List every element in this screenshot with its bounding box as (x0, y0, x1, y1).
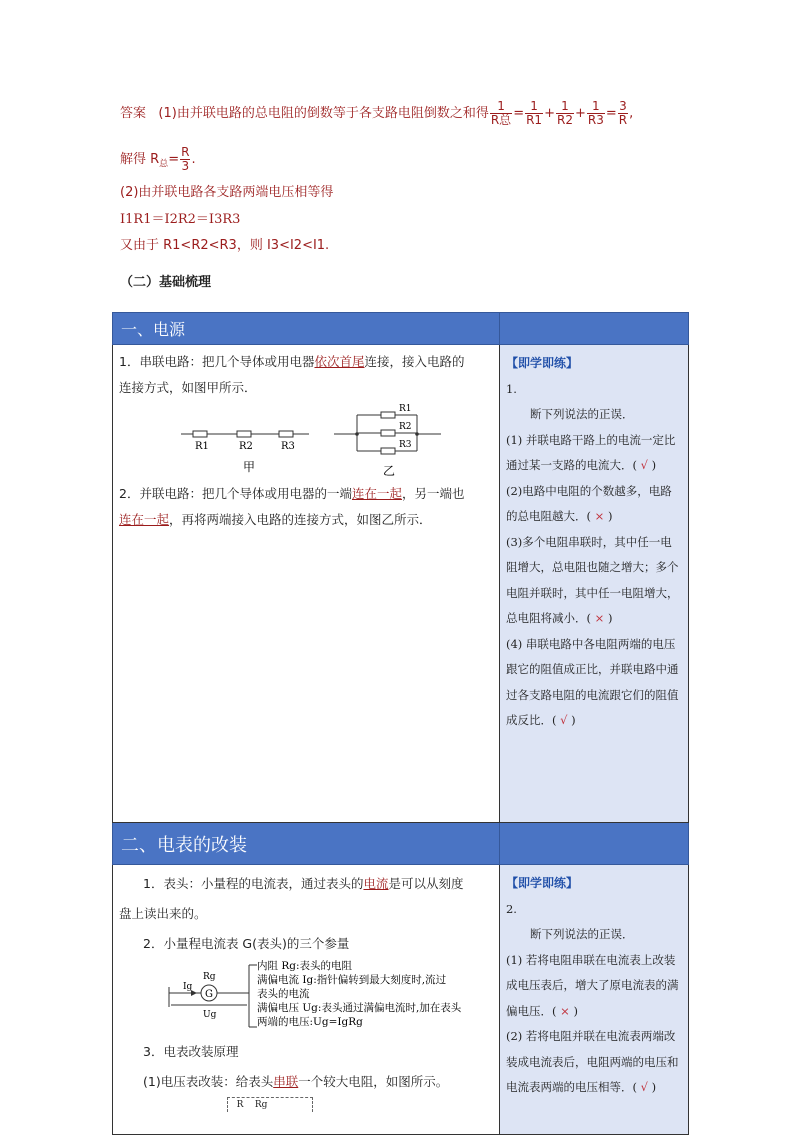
parallel-r3-label: R3 (399, 440, 412, 450)
section-heading: （二）基础梳理 (120, 275, 212, 290)
svg-text:Ig: Ig (183, 982, 193, 992)
section-1-content: 1．串联电路：把几个导体或用电器依次首尾连接，接入电路的 连接方式，如图甲所示． R1 R2 R3 甲 R1 R2 R3 乙 2．并联电路：把几个导体或用电器的一端连在一起，另一端也 连在一起，再将两端接入电路的连接方式，如图乙所示． (113, 345, 500, 823)
series-r3-label: R3 (281, 441, 295, 452)
partial-voltmeter-figure: R Rg (227, 1097, 313, 1112)
fraction: $\frac{1}{R1}$ (526, 99, 543, 127)
fraction: $\frac{3}{R}$ (618, 99, 628, 127)
section-1-header (113, 313, 689, 345)
practice-1-q2: (2)电路中电阻的个数越多，电路的总电阻越大．( × ) (505, 483, 672, 523)
practice-2-q1: (1) 若将电阻串联在电流表上改装成电压表后，增大了原电流表的满偏电压．( × ) (505, 952, 679, 1018)
practice-1-q3: (3)多个电阻串联时，其中任一电阻增大，总电阻也随之增大；多个电阻并联时，其中任一电阻增大，总电阻将减小．( × ) (505, 534, 679, 625)
svg-text:Ug: Ug (203, 1010, 217, 1020)
answer-text-1: (1)由并联电路的总电阻的倒数等于各支路电阻倒数之和得 (158, 106, 489, 121)
parallel-r2-label: R2 (399, 422, 412, 432)
section-1-title: 一、电源 (113, 313, 500, 345)
svg-text:表头的电流: 表头的电流 (257, 988, 310, 1000)
answer-line-2: 解得 $R_总=$ $\frac{R}{3}$ . (120, 145, 196, 173)
circuit-figures (119, 401, 491, 481)
figure-jia-label: 甲 (243, 460, 256, 474)
answer-label: 答案 (120, 106, 147, 121)
svg-text:满偏电压 Ug:表头通过满偏电流时,加在表头: 满偏电压 Ug:表头通过满偏电流时,加在表头 (257, 1002, 462, 1014)
section-2-header (113, 823, 689, 865)
fraction: $\frac{1}{R3}$ (587, 99, 604, 127)
svg-text:内阻 Rg:表头的电阻: 内阻 Rg:表头的电阻 (257, 960, 353, 972)
svg-text:满偏电流 Ig:指针偏转到最大刻度时,流过: 满偏电流 Ig:指针偏转到最大刻度时,流过 (257, 974, 447, 986)
parallel-circuit-figure (334, 412, 441, 454)
practice-1-title: 【即学即练】 (505, 356, 578, 370)
svg-text:G: G (205, 989, 213, 1000)
answer-line-4: I1R1＝I2R2＝I3R3 (120, 212, 241, 227)
practice-1-q1: (1) 并联电路干路上的电流一定比通过某一支路的电流大．( √ ) (505, 432, 676, 472)
figure-yi-label: 乙 (383, 464, 396, 478)
series-r1-label: R1 (195, 441, 209, 452)
svg-text:Rg: Rg (203, 972, 216, 982)
galvanometer-diagram (119, 959, 491, 1037)
answer-line-1: 答案 (1)由并联电路的总电阻的倒数等于各支路电阻倒数之和得 $\frac{1}{\text{R总}}$ = $\frac{1}{R1}$ + $\frac{1}{R2}$ + $\frac{1}{R3}$ = $\frac{3}{R}$ , (120, 99, 634, 127)
answer-line-3: (2)由并联电路各支路两端电压相等得 (120, 185, 334, 200)
practice-1-q4: (4) 串联电路中各电阻两端的电压跟它的阻值成正比，并联电路中通过各支路电阻的电流跟它们的阻值成反比．( √ ) (505, 636, 679, 727)
practice-2-title: 【即学即练】 (505, 876, 578, 890)
content-table (112, 312, 689, 1135)
series-circuit-figure (181, 431, 309, 437)
fraction: $\frac{1}{R2}$ (556, 99, 573, 127)
svg-text:两端的电压:Ug=IgRg: 两端的电压:Ug=IgRg (257, 1016, 363, 1028)
practice-1-panel: 【即学即练】 1. 断下列说法的正误． (1) 并联电路干路上的电流一定比通过某一支路的电流大．( √ ) (2)电路中电阻的个数越多，电路的总电阻越大．( × ) (3)多个电阻串联时，其中任一电阻增大，总电阻也随之增大；多个电阻并联时，其中任一电阻增大，总电阻将减小．( × ) (4) 串联电路中各电阻两端的电压跟它的阻值成正比，并联电路中通过各支路电阻的电流跟它们的阻值成反比．( √ ) (499, 345, 688, 823)
fraction: $\frac{1}{\text{R总}}$ (490, 99, 512, 127)
fraction: $\frac{R}{3}$ (181, 145, 190, 173)
answer-line-5: 又由于 R1<R2<R3，则 I3<I2<I1. (120, 238, 330, 253)
section-2-content: 1．表头：小量程的电流表，通过表头的电流是可以从刻度 盘上读出来的。 2．小量程电流表 G(表头)的三个参量 Ig Rg G Ug 内阻 Rg:表头的电阻 满偏电流 Ig:指针偏转到最大刻度时,流过 表头的电流 满偏电压 Ug:表头通过满偏电流时,加在表头 两端的电压:Ug=IgRg 3．电表改装原理 (1)电压表改装：给表头串联一个较大电阻，如图所示。 R Rg (113, 865, 500, 1135)
section-2-title: 二、电表的改装 (113, 823, 500, 865)
practice-2-q2: (2) 若将电阻并联在电流表两端改装成电流表后，电阻两端的电压和电流表两端的电压相等．( √ ) (505, 1029, 679, 1094)
practice-2-panel: 【即学即练】 2. 断下列说法的正误． (1) 若将电阻串联在电流表上改装成电压表后，增大了原电流表的满偏电压．( × ) (2) 若将电阻并联在电流表两端改装成电流表后，电阻两端的电压和电流表两端的电压相等．( √ ) (499, 865, 688, 1135)
parallel-r1-label: R1 (399, 404, 412, 414)
series-r2-label: R2 (239, 441, 253, 452)
